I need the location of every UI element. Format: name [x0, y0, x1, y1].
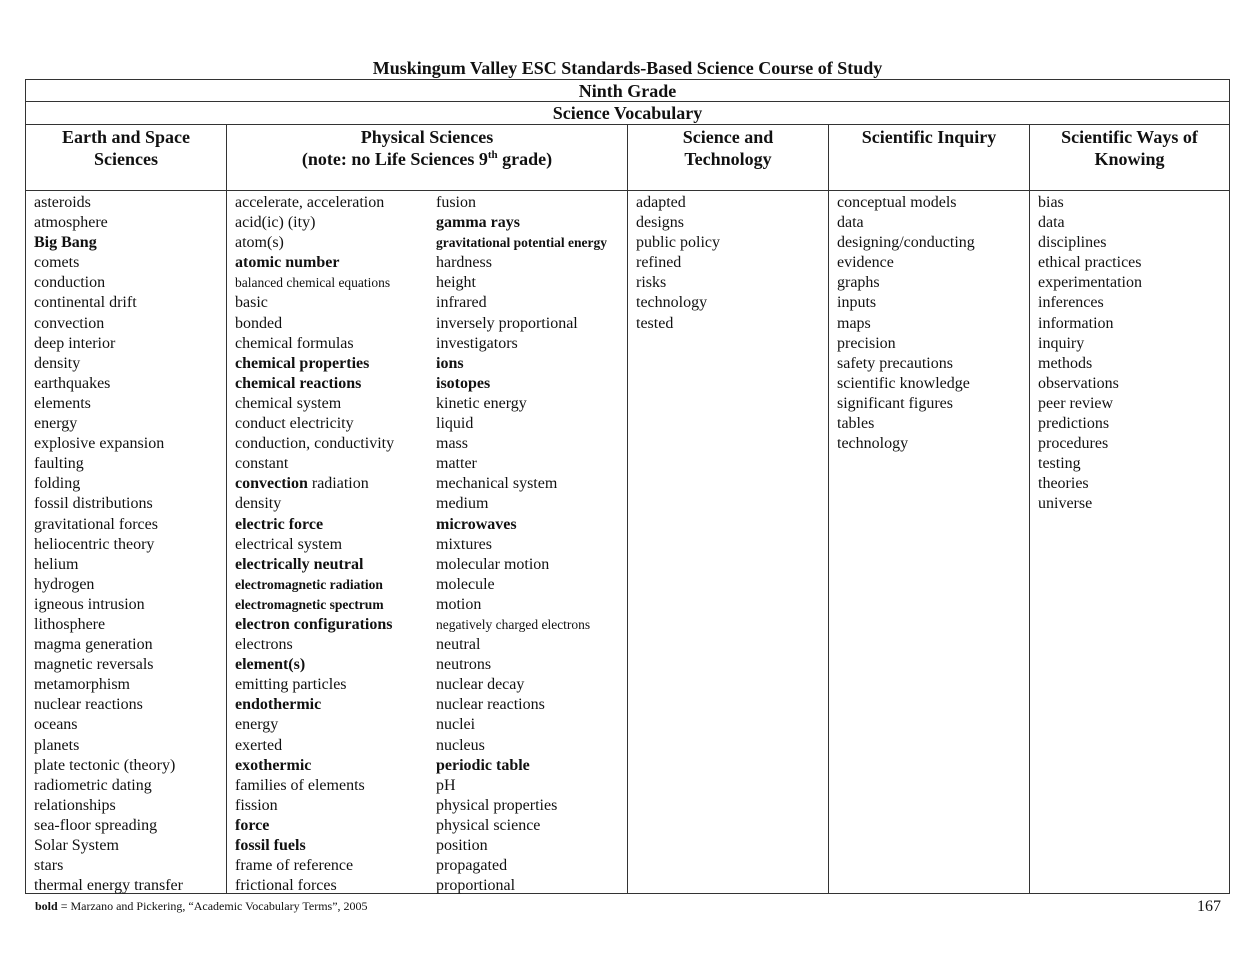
- vocab-term: nuclear reactions: [436, 696, 545, 714]
- vocab-term: comets: [34, 254, 80, 272]
- vocab-term: neutrons: [436, 656, 492, 674]
- vocab-term: ethical practices: [1038, 254, 1142, 272]
- vocab-term: endothermic: [235, 696, 322, 714]
- vocab-term: constant: [235, 455, 289, 473]
- page-number: 167: [1197, 898, 1221, 915]
- vocab-term: peer review: [1038, 394, 1114, 412]
- vocab-term: oceans: [34, 716, 78, 734]
- vocab-term: igneous intrusion: [34, 595, 145, 613]
- section-row: Science Vocabulary: [26, 102, 1230, 125]
- vocab-term: physical science: [436, 816, 541, 834]
- vocab-term: helium: [34, 555, 79, 573]
- vocab-term: bonded: [235, 314, 283, 332]
- physical-sciences-list-b: [428, 191, 627, 896]
- vocab-term: acid(ic) (ity): [235, 214, 316, 232]
- vocab-term: medium: [436, 495, 489, 513]
- vocab-term: scientific knowledge: [837, 374, 970, 392]
- vocab-term: precision: [837, 334, 896, 352]
- vocab-term: convection radiation: [235, 475, 369, 493]
- vocab-term: liquid: [436, 415, 474, 433]
- vocab-term: data: [837, 214, 864, 232]
- scientific-ways-column: [1030, 125, 1230, 894]
- scientific-ways-list: [1030, 191, 1229, 515]
- vocab-term: molecule: [436, 575, 495, 593]
- vocab-term: negatively charged electrons: [436, 616, 591, 632]
- vocab-term: significant figures: [837, 394, 953, 412]
- vocab-term: hardness: [436, 254, 492, 272]
- vocab-term: electrical system: [235, 535, 343, 553]
- vocab-term: inferences: [1038, 294, 1104, 312]
- vocab-term: electrons: [235, 636, 293, 654]
- vocab-term: basic: [235, 294, 268, 312]
- vocab-term: propagated: [436, 857, 508, 875]
- earth-space-column: [26, 125, 227, 894]
- vocab-term: electromagnetic spectrum: [235, 596, 384, 612]
- vocab-term: technology: [837, 435, 909, 453]
- vocab-term: density: [235, 495, 282, 513]
- vocab-term: nucleus: [436, 736, 485, 754]
- vocab-term: electron configurations: [235, 615, 393, 633]
- vocab-term: fossil fuels: [235, 837, 306, 854]
- vocab-term: exerted: [235, 736, 283, 754]
- earth-space-list: [26, 191, 226, 896]
- vocab-term: graphs: [837, 274, 880, 292]
- vocab-term: mechanical system: [436, 475, 558, 493]
- vocab-term: motion: [436, 595, 482, 613]
- vocab-term: tested: [636, 314, 674, 332]
- vocab-term: gravitational forces: [34, 515, 158, 533]
- vocab-term: maps: [837, 314, 871, 332]
- vocab-term: safety precautions: [837, 354, 953, 372]
- vocab-term: kinetic energy: [436, 394, 527, 412]
- vocab-term: conduction: [34, 274, 106, 292]
- vocab-term: technology: [636, 294, 708, 312]
- vocab-term: earthquakes: [34, 374, 111, 392]
- scientific-inquiry-column: [829, 125, 1030, 894]
- vocab-term: height: [436, 274, 476, 292]
- vocab-term: atom(s): [235, 234, 284, 252]
- vocab-term: folding: [34, 475, 81, 493]
- vocab-term: data: [1038, 214, 1065, 232]
- vocab-term: neutral: [436, 636, 481, 654]
- vocab-term: nuclei: [436, 716, 476, 734]
- vocab-term: physical properties: [436, 796, 558, 814]
- vocab-term: risks: [636, 274, 667, 292]
- vocab-term: chemical properties: [235, 354, 370, 372]
- vocab-term: position: [436, 837, 488, 854]
- vocab-term: force: [235, 816, 270, 834]
- vocab-term: procedures: [1038, 435, 1109, 453]
- vocab-term: evidence: [837, 254, 894, 272]
- vocab-term: mixtures: [436, 535, 492, 553]
- vocab-term: chemical system: [235, 394, 342, 412]
- vocab-term: element(s): [235, 656, 306, 674]
- vocab-term: bias: [1038, 194, 1064, 211]
- vocab-term: atomic number: [235, 254, 340, 272]
- vocab-term: stars: [34, 857, 64, 875]
- vocab-term: convection: [34, 314, 105, 332]
- vocab-term: planets: [34, 736, 80, 754]
- vocab-term: testing: [1038, 455, 1081, 473]
- vocab-term: fossil distributions: [34, 495, 153, 513]
- vocab-term: fusion: [436, 194, 476, 211]
- footnote: bold = Marzano and Pickering, “Academic Vocabulary Terms”, 2005: [35, 899, 368, 913]
- vocab-term: observations: [1038, 374, 1119, 392]
- vocab-term: conduction, conductivity: [235, 435, 395, 453]
- vocab-term: elements: [34, 394, 91, 412]
- vocab-term: designs: [636, 214, 684, 232]
- vocab-term: frame of reference: [235, 857, 354, 875]
- vocab-term: plate tectonic (theory): [34, 756, 176, 774]
- vocab-term: fission: [235, 796, 278, 814]
- vocab-term: universe: [1038, 495, 1093, 513]
- science-technology-column: [628, 125, 829, 894]
- vocab-term: metamorphism: [34, 676, 130, 694]
- vocab-term: methods: [1038, 354, 1093, 372]
- document-title: Muskingum Valley ESC Standards-Based Science Course of Study: [372, 58, 883, 78]
- vocab-term: electrically neutral: [235, 555, 364, 573]
- vocab-term: predictions: [1038, 415, 1110, 433]
- scientific-inquiry-header: Scientific Inquiry: [829, 125, 1029, 191]
- vocab-term: accelerate, acceleration: [235, 194, 385, 211]
- vocab-term: lithosphere: [34, 615, 106, 633]
- vocab-term: density: [34, 354, 81, 372]
- vocab-term: tables: [837, 415, 875, 433]
- science-technology-list: [628, 191, 828, 334]
- vocab-term: hydrogen: [34, 575, 95, 593]
- earth-space-header: Earth and Space Sciences: [26, 125, 226, 191]
- physical-sciences-header: Physical Sciences (note: no Life Sciences 9th grade): [227, 125, 627, 191]
- vocab-term: chemical formulas: [235, 334, 354, 352]
- vocab-term: molecular motion: [436, 555, 550, 573]
- scientific-inquiry-list: [829, 191, 1029, 454]
- vocab-term: nuclear reactions: [34, 696, 143, 714]
- vocab-term: ions: [436, 354, 464, 372]
- vocab-term: inquiry: [1038, 334, 1085, 352]
- vocab-term: continental drift: [34, 294, 137, 312]
- vocab-term: balanced chemical equations: [235, 275, 391, 291]
- scientific-ways-header: Scientific Ways of Knowing: [1030, 125, 1229, 191]
- vocabulary-table: [25, 79, 1230, 894]
- vocab-term: investigators: [436, 334, 518, 352]
- vocab-term: infrared: [436, 294, 487, 312]
- vocab-term: matter: [436, 455, 477, 473]
- vocab-term: families of elements: [235, 776, 365, 794]
- vocab-term: inputs: [837, 294, 877, 312]
- vocab-term: disciplines: [1038, 234, 1107, 252]
- vocab-term: adapted: [636, 194, 686, 211]
- vocab-term: deep interior: [34, 334, 116, 352]
- physical-sciences-list-a: [227, 191, 427, 896]
- vocab-term: radiometric dating: [34, 776, 152, 794]
- vocab-term: mass: [436, 435, 468, 453]
- vocab-term: electric force: [235, 515, 324, 533]
- vocab-term: thermal energy transfer: [34, 877, 183, 895]
- vocab-term: gravitational potential energy: [436, 235, 607, 251]
- vocab-term: Solar System: [34, 837, 119, 854]
- vocab-term: explosive expansion: [34, 435, 165, 453]
- vocab-term: periodic table: [436, 756, 530, 774]
- vocab-term: atmosphere: [34, 214, 108, 232]
- vocab-term: faulting: [34, 455, 84, 473]
- vocab-term: experimentation: [1038, 274, 1142, 292]
- vocab-term: magma generation: [34, 636, 153, 654]
- vocab-term: public policy: [636, 234, 720, 252]
- physical-sciences-column: [227, 125, 628, 894]
- vocab-term: nuclear decay: [436, 676, 525, 694]
- vocab-term: relationships: [34, 796, 116, 814]
- vocab-term: pH: [436, 776, 456, 794]
- vocab-term: magnetic reversals: [34, 656, 154, 674]
- vocab-term: energy: [34, 415, 78, 433]
- vocab-term: theories: [1038, 475, 1089, 493]
- vocab-term: energy: [235, 716, 279, 734]
- vocab-term: frictional forces: [235, 877, 337, 895]
- vocab-term: information: [1038, 314, 1114, 332]
- vocab-term: asteroids: [34, 194, 91, 211]
- vocab-term: chemical reactions: [235, 374, 362, 392]
- vocab-term: inversely proportional: [436, 314, 578, 332]
- vocab-term: exothermic: [235, 756, 312, 774]
- vocab-term: emitting particles: [235, 676, 347, 694]
- vocab-term: designing/conducting: [837, 234, 975, 252]
- vocab-term: proportional: [436, 877, 516, 895]
- vocab-term: heliocentric theory: [34, 535, 155, 553]
- vocab-term: conceptual models: [837, 194, 957, 211]
- vocab-term: conduct electricity: [235, 415, 354, 433]
- vocab-term: Big Bang: [34, 234, 97, 252]
- vocab-term: gamma rays: [436, 214, 520, 232]
- grade-row: Ninth Grade: [26, 80, 1230, 102]
- vocab-term: electromagnetic radiation: [235, 576, 383, 592]
- science-technology-header: Science and Technology: [628, 125, 828, 191]
- vocab-term: sea-floor spreading: [34, 816, 158, 834]
- vocab-term: refined: [636, 254, 682, 272]
- vocab-term: isotopes: [436, 374, 491, 392]
- vocab-term: microwaves: [436, 515, 517, 533]
